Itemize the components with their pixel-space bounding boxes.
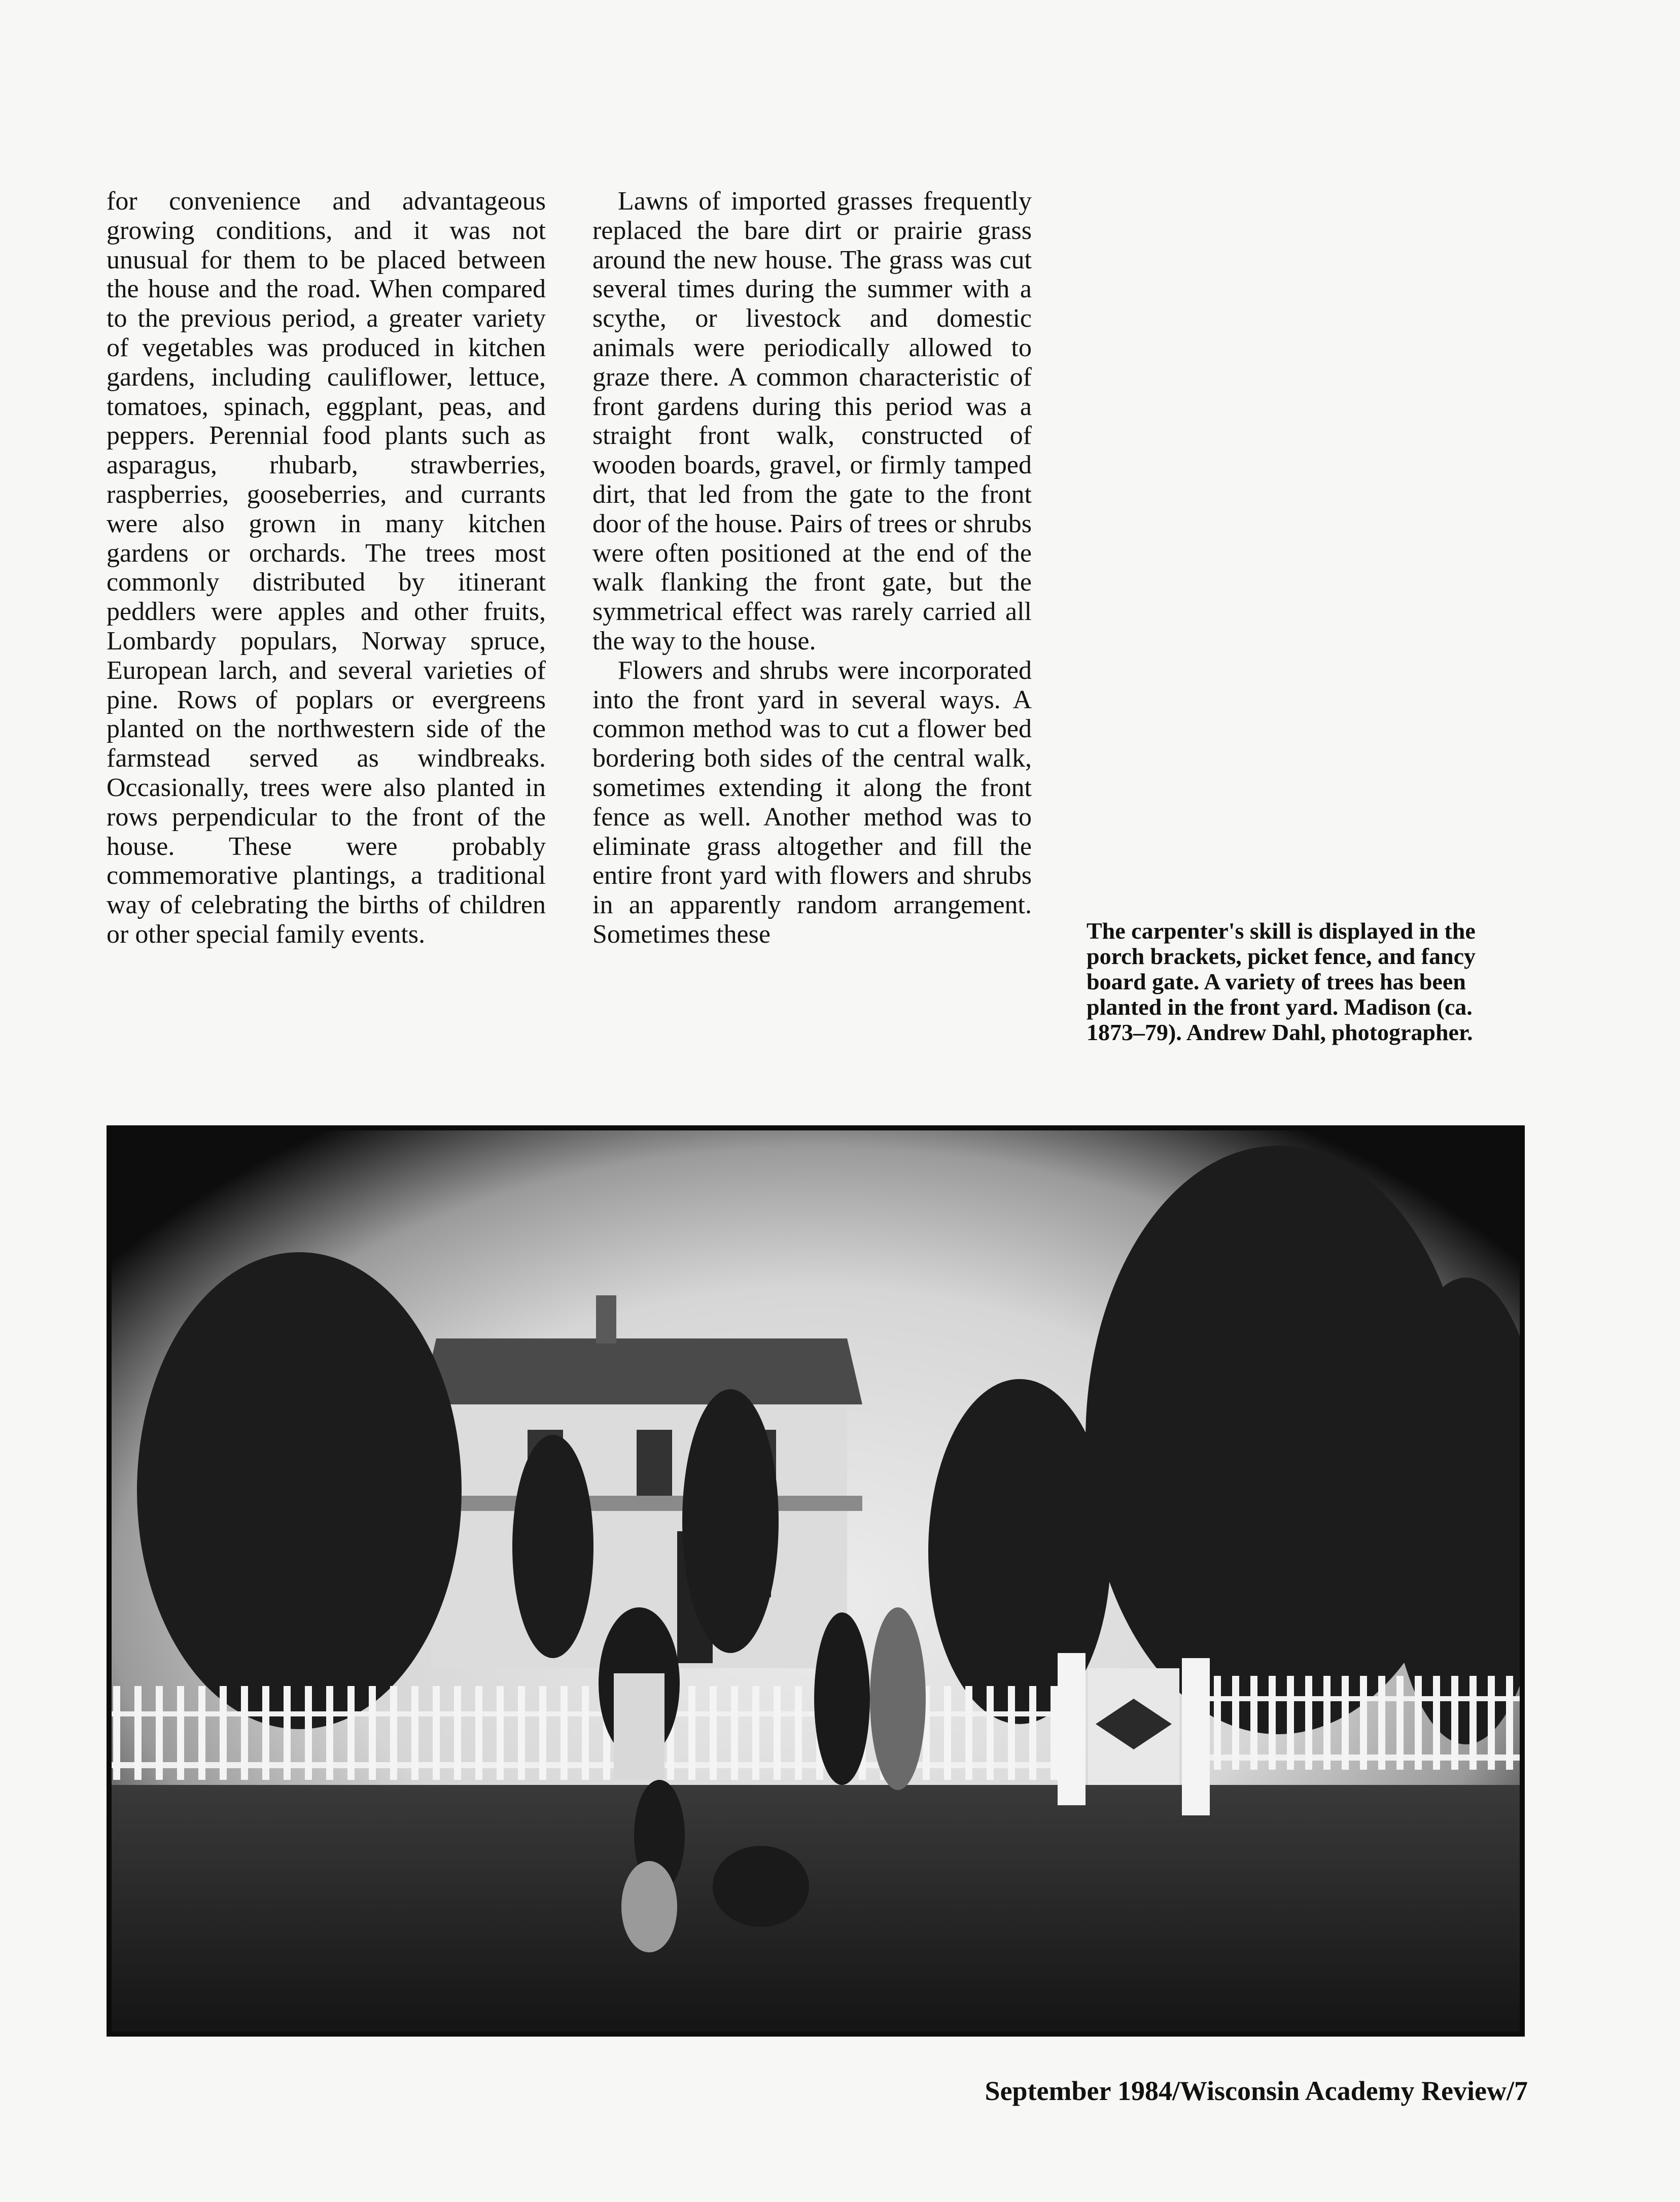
historic-house-photograph xyxy=(107,1125,1525,2037)
left-column xyxy=(107,187,546,949)
middle-column-paragraph: Flowers and shrubs were incorporated into the front yard in several ways. A common method was to cut a flower bed bordering both sides of the central walk, sometimes extending it along the front fence as well. Another method was to eliminate grass altogether and fill the entire front yard with flowers and shrubs in an apparently random arrangement. Sometimes these xyxy=(592,656,1032,949)
middle-column-paragraph: Lawns of imported grasses frequently replaced the bare dirt or prairie grass around the new house. The grass was cut several times during the summer with a scythe, or livestock and domestic animals were periodically allowed to graze there. A common characteristic of front gardens during this period was a straight front walk, constructed of wooden boards, gravel, or firmly tamped dirt, that led from the gate to the front door of the house. Pairs of trees or shrubs were often positioned at the end of the walk flanking the front gate, but the symmetrical effect was rarely carried all the way to the house. xyxy=(592,187,1032,656)
photo-caption: The carpenter's skill is displayed in the porch brackets, picket fence, and fancy board gate. A variety of trees has been planted in the front yard. Madison (ca. 1873–79). Andrew Dahl, photographer. xyxy=(1087,918,1476,1045)
page-footer: September 1984/Wisconsin Academy Review/7 xyxy=(985,2076,1528,2106)
middle-column xyxy=(592,187,1032,949)
left-column-paragraph: for convenience and advantageous growing conditions, and it was not unusual for them to be placed between the house and the road. When compared to the previous period, a greater variety of vegetables was produced in kitchen gardens, including cauliflower, lettuce, tomatoes, spinach, eggplant, peas, and peppers. Perennial food plants such as asparagus, rhubarb, strawberries, raspberries, gooseberries, and currants were also grown in many kitchen gardens or orchards. The trees most commonly distributed by itinerant peddlers were apples and other fruits, Lombardy populars, Norway spruce, European larch, and several varieties of pine. Rows of poplars or evergreens planted on the northwestern side of the farmstead served as windbreaks. Occasionally, trees were also planted in rows perpendicular to the front of the house. These were probably commemorative plantings, a traditional way of celebrating the births of children or other special family events. xyxy=(107,187,546,949)
